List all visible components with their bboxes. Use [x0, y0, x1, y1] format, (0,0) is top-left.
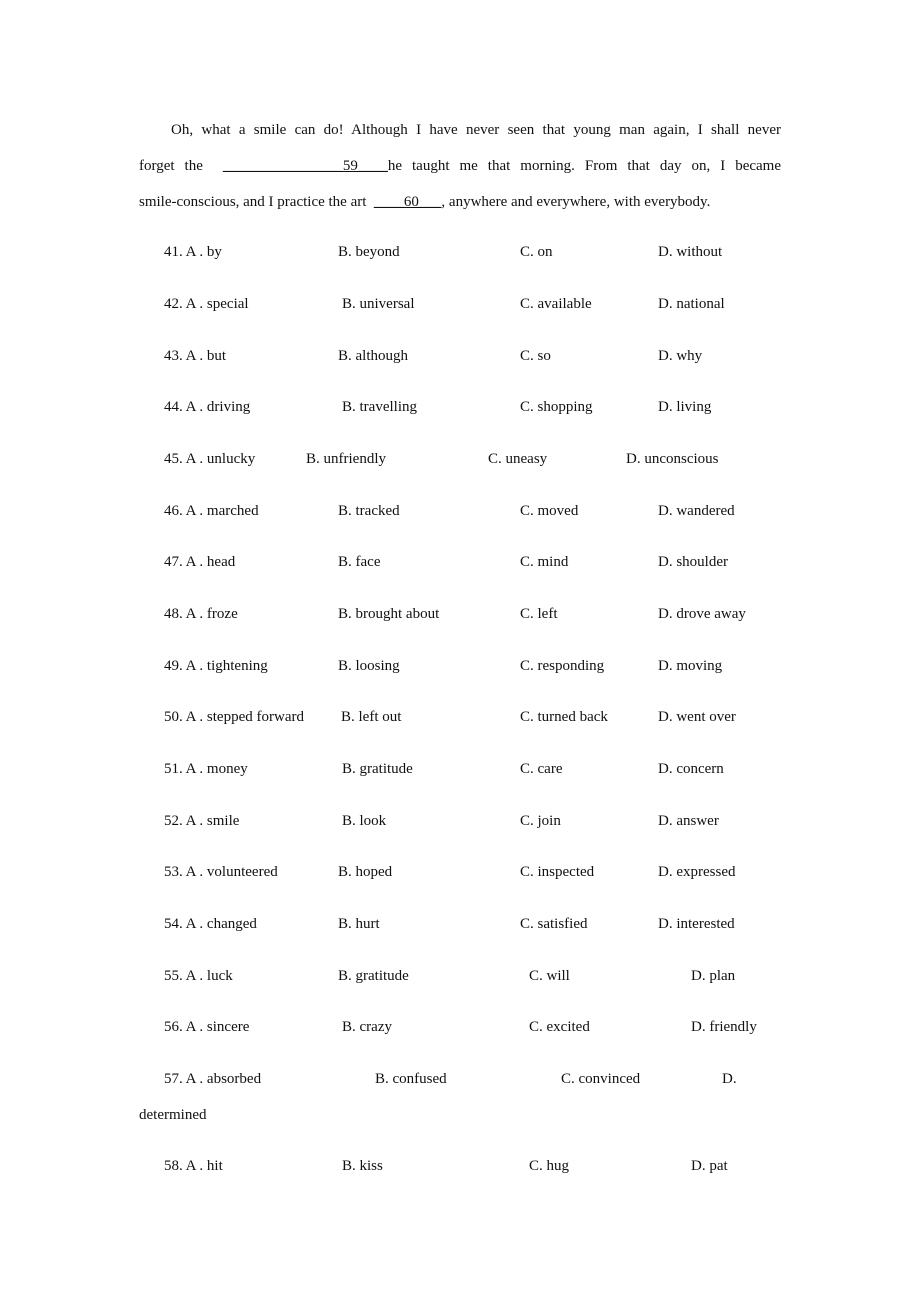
option-c: C. available	[520, 296, 592, 312]
option-c: C. care	[520, 761, 563, 777]
option-a: 57. A . absorbed	[164, 1071, 262, 1087]
option-c: C. excited	[529, 1019, 590, 1035]
option-a: 44. A . driving	[164, 399, 251, 415]
question-56	[0, 1019, 920, 1041]
passage-text: forget the	[139, 158, 203, 174]
option-d: D. moving	[658, 658, 723, 674]
question-54	[0, 916, 920, 938]
passage-line-1: Oh, what a smile can do! Although I have never seen that young man again, I shall never	[171, 122, 781, 138]
option-c: C. convinced	[561, 1071, 641, 1087]
question-55	[0, 968, 920, 990]
option-b: B. gratitude	[342, 761, 413, 777]
passage-paragraph	[139, 112, 781, 220]
option-b: B. crazy	[342, 1019, 392, 1035]
option-d: D. without	[658, 244, 723, 260]
option-c: C. mind	[520, 554, 569, 570]
option-b: B. gratitude	[338, 968, 409, 984]
passage-text: , anywhere and everywhere, with everybody.	[441, 194, 711, 210]
question-44	[0, 399, 920, 421]
option-b: B. kiss	[342, 1158, 383, 1174]
option-b: B. face	[338, 554, 381, 570]
passage-text: smile-conscious, and I practice the art	[139, 194, 367, 210]
question-48	[0, 606, 920, 628]
option-a: 56. A . sincere	[164, 1019, 250, 1035]
option-a: 46. A . marched	[164, 503, 259, 519]
option-b: B. universal	[342, 296, 415, 312]
option-a: 42. A . special	[164, 296, 249, 312]
option-d: D. why	[658, 348, 703, 364]
option-b: B. travelling	[342, 399, 417, 415]
option-b: B. look	[342, 813, 387, 829]
option-c: C. will	[529, 968, 570, 984]
option-b: B. although	[338, 348, 408, 364]
option-a: 53. A . volunteered	[164, 864, 278, 880]
question-49	[0, 658, 920, 680]
option-a: 55. A . luck	[164, 968, 233, 984]
option-d: D.	[722, 1071, 737, 1087]
option-d: D. expressed	[658, 864, 736, 880]
option-a: 45. A . unlucky	[164, 451, 256, 467]
option-b: B. confused	[375, 1071, 447, 1087]
option-d: D. pat	[691, 1158, 728, 1174]
option-d: D. went over	[658, 709, 736, 725]
question-46	[0, 503, 920, 525]
option-d: D. drove away	[658, 606, 746, 622]
question-42	[0, 296, 920, 318]
passage-line-3	[139, 184, 781, 220]
option-d: D. friendly	[691, 1019, 757, 1035]
option-c: C. uneasy	[488, 451, 548, 467]
option-a: 41. A . by	[164, 244, 222, 260]
option-c: C. on	[520, 244, 553, 260]
passage-line-2	[139, 148, 781, 184]
question-50	[0, 709, 920, 731]
option-d: D. interested	[658, 916, 735, 932]
option-c: C. inspected	[520, 864, 595, 880]
question-58	[0, 1158, 920, 1180]
passage-text: he taught me that morning. From that day on, I became	[387, 158, 782, 174]
blank-59: ________________59____	[222, 158, 388, 174]
question-43	[0, 348, 920, 370]
question-52	[0, 813, 920, 835]
option-a: 52. A . smile	[164, 813, 240, 829]
question-47	[0, 554, 920, 576]
question-51	[0, 761, 920, 783]
option-d: D. answer	[658, 813, 719, 829]
option-d: D. plan	[691, 968, 736, 984]
option-b: B. hoped	[338, 864, 393, 880]
option-a: 47. A . head	[164, 554, 236, 570]
option-b: B. unfriendly	[306, 451, 386, 467]
option-a: 48. A . froze	[164, 606, 238, 622]
question-45	[0, 451, 920, 473]
option-c: C. hug	[529, 1158, 570, 1174]
option-c: C. so	[520, 348, 551, 364]
option-c: C. responding	[520, 658, 605, 674]
question-41	[0, 244, 920, 266]
option-a: 50. A . stepped forward	[164, 709, 304, 725]
option-b: B. loosing	[338, 658, 400, 674]
option-d: D. national	[658, 296, 725, 312]
question-53	[0, 864, 920, 886]
option-c: C. join	[520, 813, 561, 829]
option-d: D. living	[658, 399, 712, 415]
option-a: 54. A . changed	[164, 916, 257, 932]
option-b: B. tracked	[338, 503, 400, 519]
option-d: D. unconscious	[626, 451, 719, 467]
option-d: D. shoulder	[658, 554, 728, 570]
option-a: 58. A . hit	[164, 1158, 223, 1174]
question-57-continuation	[0, 1107, 920, 1129]
blank-60: ____60___	[373, 194, 442, 210]
option-d-continued: determined	[139, 1107, 207, 1123]
option-d: D. wandered	[658, 503, 735, 519]
option-b: B. left out	[341, 709, 402, 725]
option-d: D. concern	[658, 761, 724, 777]
option-a: 49. A . tightening	[164, 658, 268, 674]
option-c: C. moved	[520, 503, 579, 519]
option-a: 51. A . money	[164, 761, 248, 777]
option-c: C. left	[520, 606, 558, 622]
question-57	[0, 1071, 920, 1093]
option-a: 43. A . but	[164, 348, 227, 364]
option-c: C. satisfied	[520, 916, 588, 932]
option-c: C. shopping	[520, 399, 593, 415]
option-c: C. turned back	[520, 709, 608, 725]
option-b: B. brought about	[338, 606, 440, 622]
option-b: B. beyond	[338, 244, 400, 260]
option-b: B. hurt	[338, 916, 380, 932]
